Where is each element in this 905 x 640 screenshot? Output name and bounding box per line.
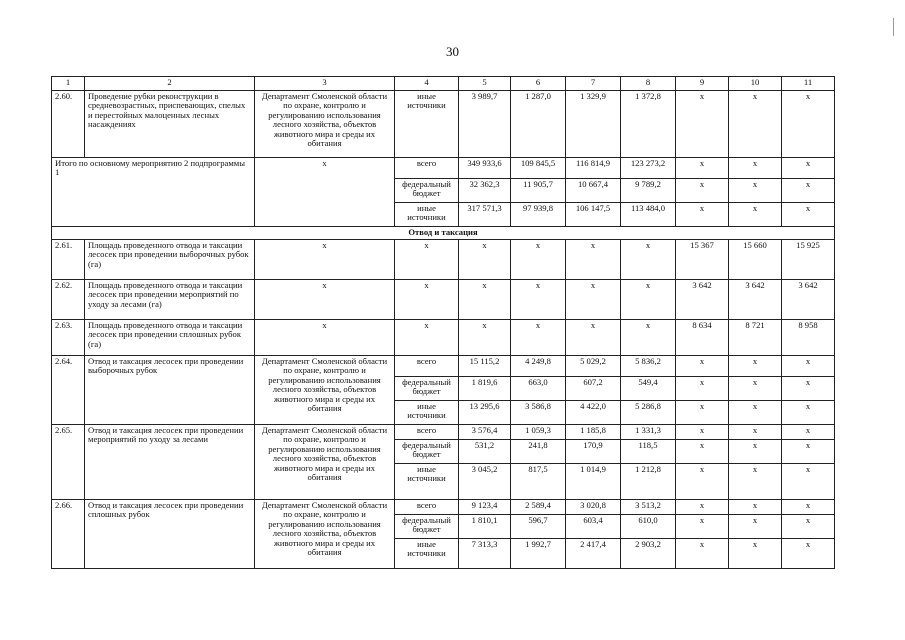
section-title: Отвод и таксация [52, 227, 835, 240]
section-row [52, 227, 835, 240]
value-cell: х [782, 425, 835, 440]
row-number: 2.65. [52, 425, 85, 500]
table-row [52, 425, 835, 440]
table-row [52, 320, 835, 356]
funding-source: федеральный бюджет [395, 377, 459, 401]
value-cell: 3 989,7 [459, 91, 511, 158]
value-cell: х [511, 320, 566, 356]
row-name: Площадь проведенного отвода и таксации лесосек при проведении выборочных рубок (га) [85, 240, 255, 280]
value-cell: х [676, 401, 729, 425]
row-department: Департамент Смоленской области по охране, контролю и регулированию использования лесного хозяйства, объектов животного мира и среды их обитания [255, 425, 395, 500]
header-cell: 7 [566, 77, 621, 91]
value-cell: х [621, 320, 676, 356]
value-cell: х [782, 203, 835, 227]
value-cell: 11 905,7 [511, 179, 566, 203]
value-cell: 2 417,4 [566, 539, 621, 569]
funding-source: иные источники [395, 539, 459, 569]
value-cell: 596,7 [511, 515, 566, 539]
table-row [52, 240, 835, 280]
value-cell: 1 212,8 [621, 464, 676, 500]
header-cell: 2 [85, 77, 255, 91]
value-cell: 4 422,0 [566, 401, 621, 425]
value-cell: 3 586,8 [511, 401, 566, 425]
value-cell: 817,5 [511, 464, 566, 500]
funding-source: иные источники [395, 203, 459, 227]
value-cell: х [566, 240, 621, 280]
value-cell: 116 814,9 [566, 158, 621, 179]
value-cell: 349 933,6 [459, 158, 511, 179]
value-cell: х [729, 377, 782, 401]
value-cell: х [782, 401, 835, 425]
funding-source: всего [395, 500, 459, 515]
value-cell: 170,9 [566, 440, 621, 464]
funding-source: иные источники [395, 464, 459, 500]
row-number: 2.60. [52, 91, 85, 158]
value-cell: х [459, 320, 511, 356]
value-cell: х [729, 179, 782, 203]
value-cell: х [729, 515, 782, 539]
header-cell: 3 [255, 77, 395, 91]
value-cell: х [676, 91, 729, 158]
table-row [52, 91, 835, 158]
value-cell: 118,5 [621, 440, 676, 464]
value-cell: х [729, 91, 782, 158]
value-cell: 317 571,3 [459, 203, 511, 227]
value-cell: х [676, 440, 729, 464]
total-department: х [255, 158, 395, 227]
value-cell: 15 925 [782, 240, 835, 280]
header-cell: 11 [782, 77, 835, 91]
value-cell: х [782, 539, 835, 569]
value-cell: 15 660 [729, 240, 782, 280]
value-cell: 1 329,9 [566, 91, 621, 158]
row-number: 2.63. [52, 320, 85, 356]
value-cell: 1 992,7 [511, 539, 566, 569]
value-cell: 1 331,3 [621, 425, 676, 440]
value-cell: 603,4 [566, 515, 621, 539]
value-cell: 1 059,3 [511, 425, 566, 440]
funding-source: федеральный бюджет [395, 179, 459, 203]
funding-source: федеральный бюджет [395, 440, 459, 464]
value-cell: 3 513,2 [621, 500, 676, 515]
value-cell: 113 484,0 [621, 203, 676, 227]
header-cell: 4 [395, 77, 459, 91]
row-number: 2.64. [52, 356, 85, 425]
value-cell: х [676, 425, 729, 440]
value-cell: 1 185,8 [566, 425, 621, 440]
value-cell: х [729, 500, 782, 515]
value-cell: х [566, 320, 621, 356]
value-cell: 97 939,8 [511, 203, 566, 227]
value-cell: 1 372,8 [621, 91, 676, 158]
value-cell: х [511, 240, 566, 280]
value-cell: 9 789,2 [621, 179, 676, 203]
funding-source: иные источники [395, 401, 459, 425]
row-name: Площадь проведенного отвода и таксации лесосек при проведении сплошных рубок (га) [85, 320, 255, 356]
value-cell: х [459, 280, 511, 320]
value-cell: 32 362,3 [459, 179, 511, 203]
value-cell: 15 115,2 [459, 356, 511, 377]
header-cell: 9 [676, 77, 729, 91]
value-cell: х [395, 280, 459, 320]
value-cell: 5 286,8 [621, 401, 676, 425]
value-cell: 1 014,9 [566, 464, 621, 500]
scan-edge-mark [893, 18, 894, 36]
value-cell: х [729, 158, 782, 179]
value-cell: х [676, 179, 729, 203]
value-cell: 3 045,2 [459, 464, 511, 500]
table-row [52, 158, 835, 179]
value-cell: х [782, 515, 835, 539]
funding-source: всего [395, 425, 459, 440]
value-cell: х [676, 515, 729, 539]
value-cell: 663,0 [511, 377, 566, 401]
value-cell: 5 029,2 [566, 356, 621, 377]
value-cell: х [621, 280, 676, 320]
row-name: Проведение рубки реконструкции в средневозрастных, приспевающих, спелых и перестойных малоценных лесных насаждениях [85, 91, 255, 158]
value-cell: 531,2 [459, 440, 511, 464]
value-cell: х [729, 425, 782, 440]
value-cell: 4 249,8 [511, 356, 566, 377]
value-cell: х [782, 440, 835, 464]
value-cell: 9 123,4 [459, 500, 511, 515]
row-department: Департамент Смоленской области по охране, контролю и регулированию использования лесного хозяйства, объектов животного мира и среды их обитания [255, 500, 395, 569]
value-cell: х [395, 240, 459, 280]
value-cell: х [676, 203, 729, 227]
header-cell: 1 [52, 77, 85, 91]
value-cell: х [255, 320, 395, 356]
value-cell: 607,2 [566, 377, 621, 401]
value-cell: 3 642 [782, 280, 835, 320]
value-cell: х [566, 280, 621, 320]
value-cell: 3 020,8 [566, 500, 621, 515]
value-cell: 610,0 [621, 515, 676, 539]
row-name: Отвод и таксация лесосек при проведении сплошных рубок [85, 500, 255, 569]
row-name: Отвод и таксация лесосек при проведении мероприятий по уходу за лесами [85, 425, 255, 500]
value-cell: 2 589,4 [511, 500, 566, 515]
value-cell: х [676, 356, 729, 377]
table-row [52, 500, 835, 515]
value-cell: х [676, 377, 729, 401]
value-cell: х [782, 158, 835, 179]
value-cell: 106 147,5 [566, 203, 621, 227]
value-cell: 549,4 [621, 377, 676, 401]
header-row [52, 77, 835, 91]
table-row [52, 356, 835, 377]
value-cell: х [459, 240, 511, 280]
program-table [51, 76, 835, 569]
header-cell: 6 [511, 77, 566, 91]
value-cell: х [729, 401, 782, 425]
value-cell: 8 634 [676, 320, 729, 356]
value-cell: 7 313,3 [459, 539, 511, 569]
table-row [52, 280, 835, 320]
header-cell: 10 [729, 77, 782, 91]
value-cell: 13 295,6 [459, 401, 511, 425]
row-name: Отвод и таксация лесосек при проведении выборочных рубок [85, 356, 255, 425]
value-cell: 8 721 [729, 320, 782, 356]
value-cell: х [782, 179, 835, 203]
value-cell: х [729, 539, 782, 569]
value-cell: 109 845,5 [511, 158, 566, 179]
value-cell: 2 903,2 [621, 539, 676, 569]
value-cell: х [395, 320, 459, 356]
value-cell: 1 819,6 [459, 377, 511, 401]
value-cell: х [255, 280, 395, 320]
value-cell: х [729, 464, 782, 500]
value-cell: х [676, 539, 729, 569]
funding-source: иные источники [395, 91, 459, 158]
funding-source: федеральный бюджет [395, 515, 459, 539]
value-cell: 3 642 [729, 280, 782, 320]
value-cell: х [729, 203, 782, 227]
value-cell: х [782, 464, 835, 500]
page-number: 30 [446, 44, 459, 59]
row-number: 2.62. [52, 280, 85, 320]
value-cell: х [782, 356, 835, 377]
row-number: 2.66. [52, 500, 85, 569]
value-cell: 5 836,2 [621, 356, 676, 377]
row-department: Департамент Смоленской области по охране, контролю и регулированию использования лесного хозяйства, объектов животного мира и среды их обитания [255, 91, 395, 158]
funding-source: всего [395, 158, 459, 179]
value-cell: 3 642 [676, 280, 729, 320]
value-cell: х [782, 377, 835, 401]
value-cell: 10 667,4 [566, 179, 621, 203]
row-department: Департамент Смоленской области по охране, контролю и регулированию использования лесного хозяйства, объектов животного мира и среды их обитания [255, 356, 395, 425]
funding-source: всего [395, 356, 459, 377]
value-cell: х [782, 500, 835, 515]
header-cell: 5 [459, 77, 511, 91]
value-cell: х [729, 356, 782, 377]
value-cell: 15 367 [676, 240, 729, 280]
value-cell: 241,8 [511, 440, 566, 464]
value-cell: 123 273,2 [621, 158, 676, 179]
value-cell: х [676, 158, 729, 179]
value-cell: х [729, 440, 782, 464]
value-cell: 1 287,0 [511, 91, 566, 158]
value-cell: х [782, 91, 835, 158]
value-cell: х [676, 464, 729, 500]
value-cell: х [511, 280, 566, 320]
row-number: 2.61. [52, 240, 85, 280]
value-cell: 8 958 [782, 320, 835, 356]
value-cell: х [676, 500, 729, 515]
row-name: Площадь проведенного отвода и таксации лесосек при проведении мероприятий по уходу за лесами (га) [85, 280, 255, 320]
value-cell: 3 576,4 [459, 425, 511, 440]
value-cell: х [255, 240, 395, 280]
value-cell: 1 810,1 [459, 515, 511, 539]
total-name: Итого по основному мероприятию 2 подпрограммы 1 [52, 158, 255, 227]
header-cell: 8 [621, 77, 676, 91]
value-cell: х [621, 240, 676, 280]
